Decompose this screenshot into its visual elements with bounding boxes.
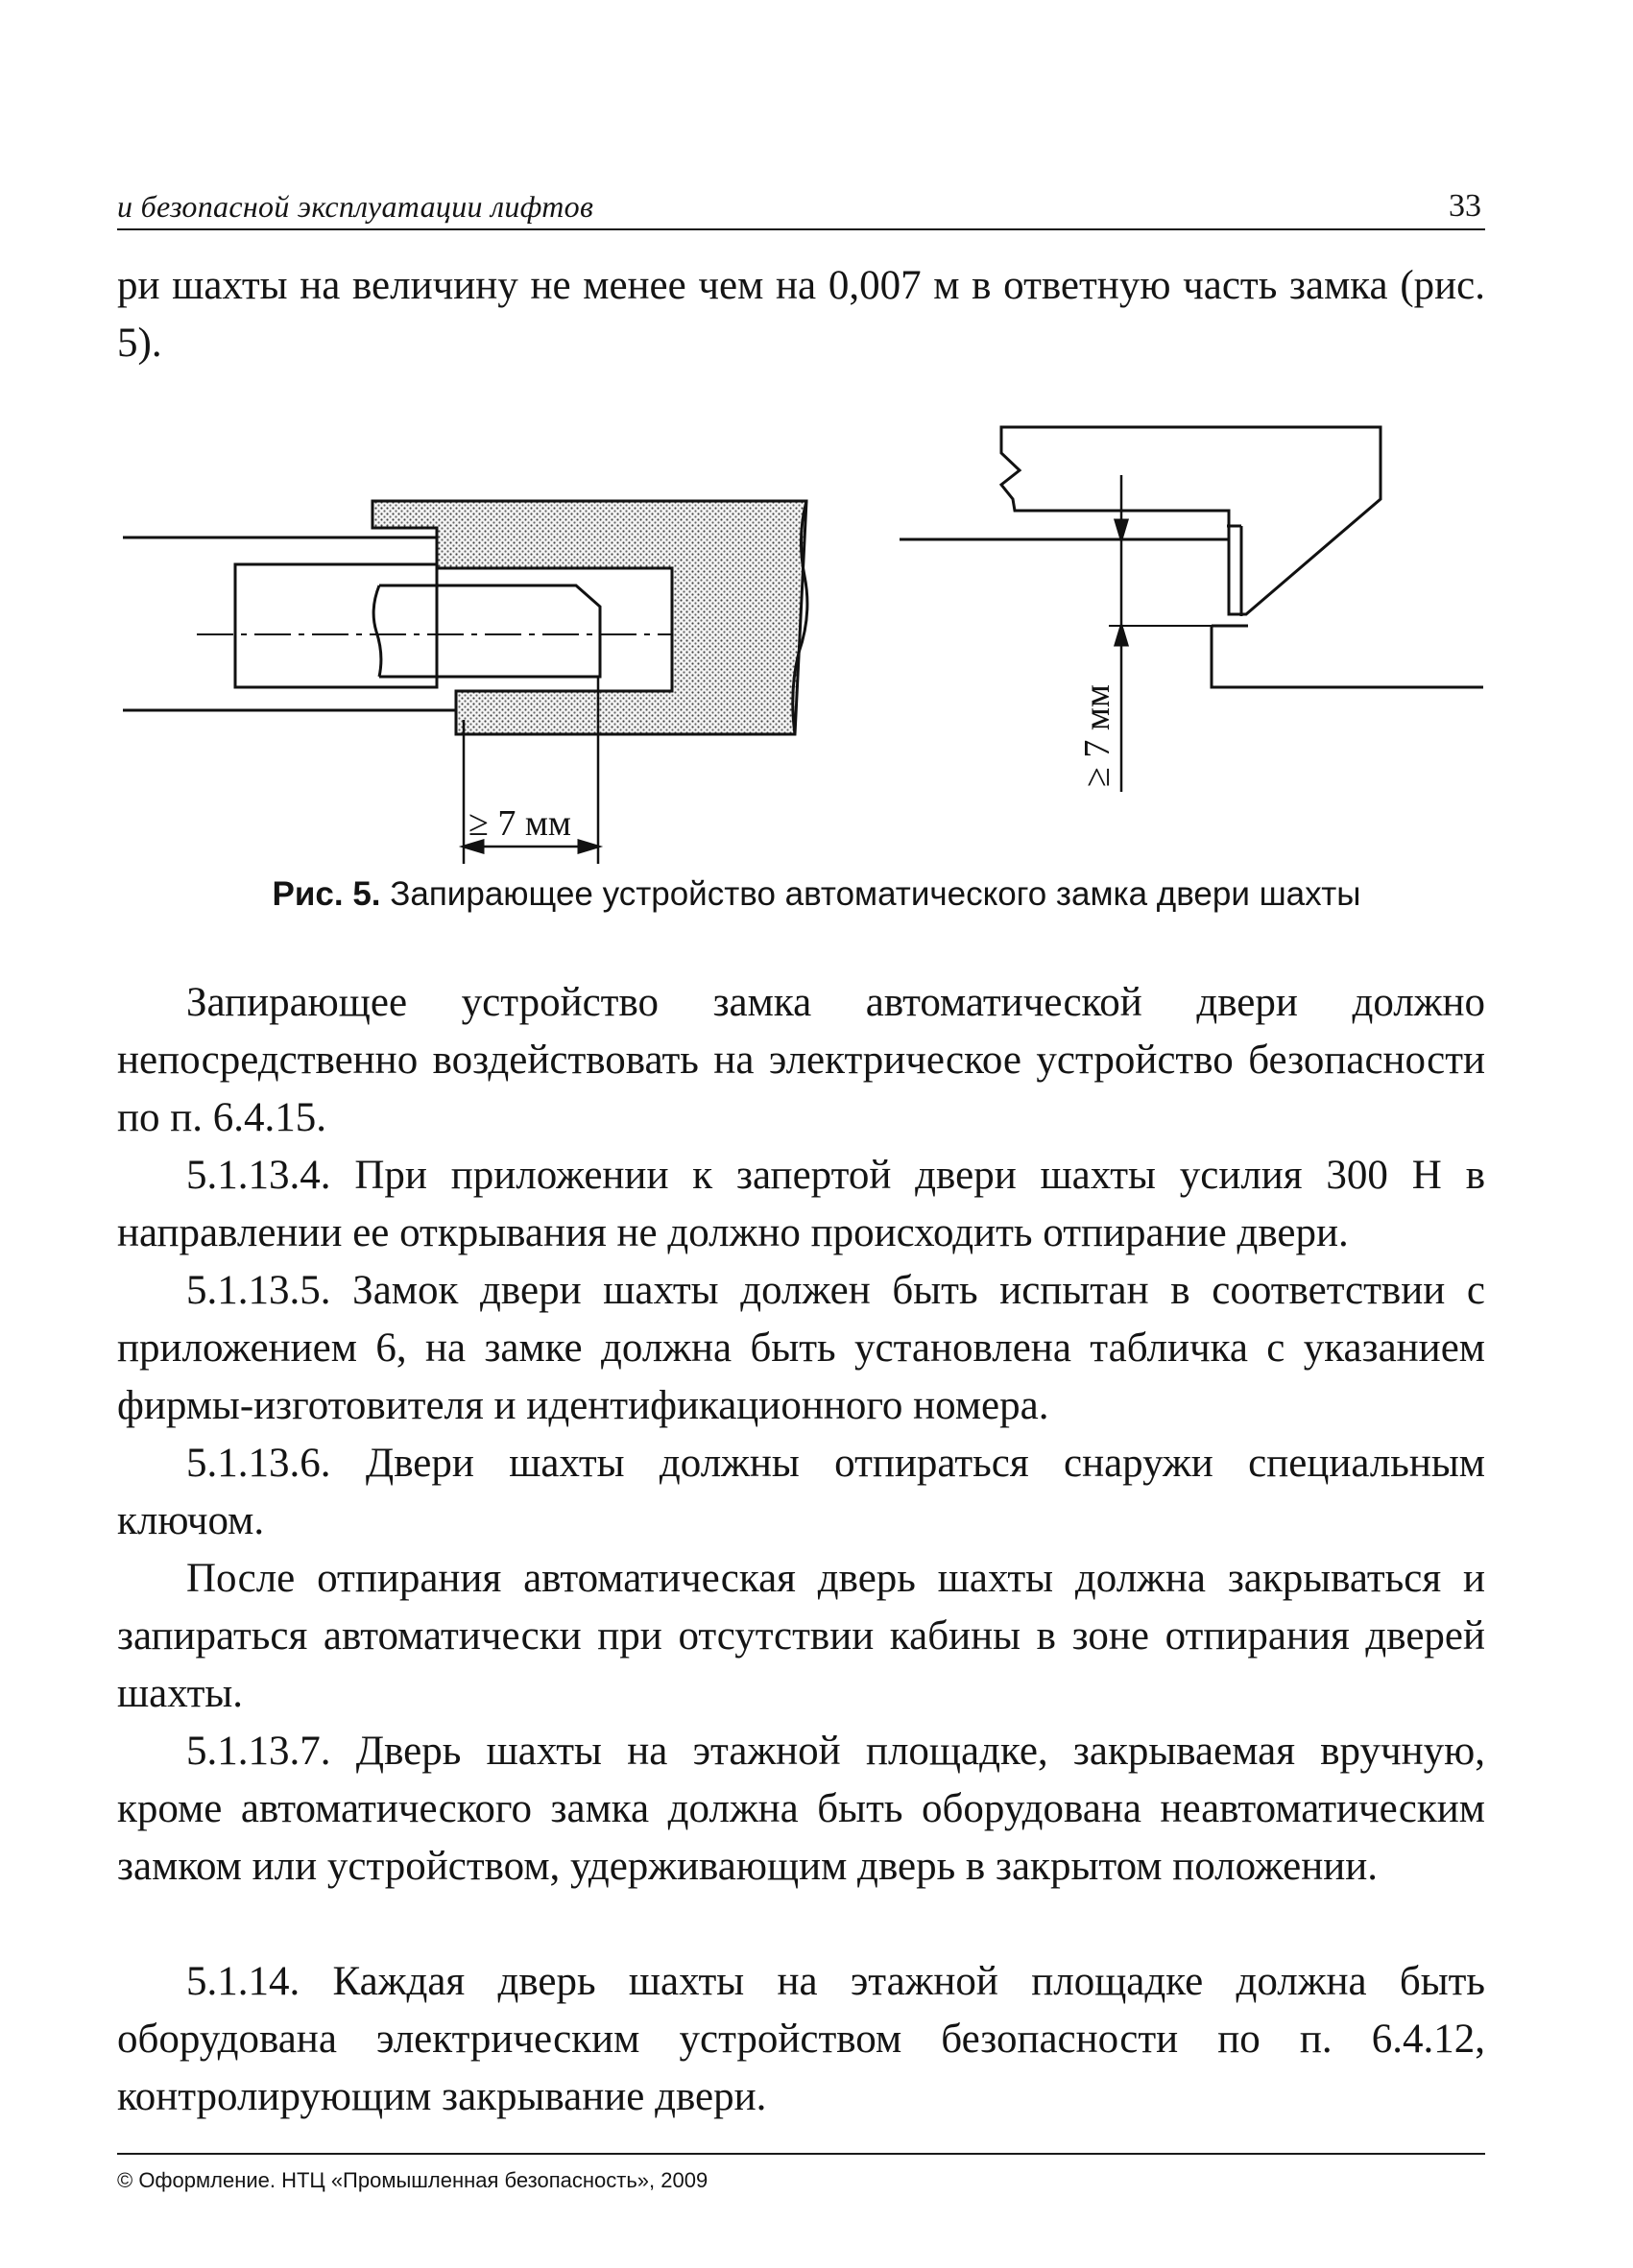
paragraph: 5.1.13.6. Двери шахты должны отпираться снаружи специальным ключом. xyxy=(117,1441,1485,1543)
figure-5 xyxy=(0,403,1633,883)
footer-copyright: © Оформление. НТЦ «Промышленная безопасность», 2009 xyxy=(117,2153,1485,2193)
running-header xyxy=(117,188,1485,230)
right-dimension-label: ≥ 7 мм xyxy=(1077,684,1117,787)
running-title: и безопасной эксплуатации лифтов xyxy=(117,189,594,224)
caption-label: Рис. 5. xyxy=(272,875,381,913)
paragraph: После отпирания автоматическая дверь шахты должна закрываться и запираться автоматически при отсутствии кабины в зоне отпирания дверей шахты. xyxy=(117,1556,1485,1716)
paragraph: 5.1.13.5. Замок двери шахты должен быть испытан в соответствии с приложением 6, на замке должна быть установлена табличка с указанием фирмы-изготовителя и идентификационного номера. xyxy=(117,1268,1485,1428)
paragraph: Запирающее устройство замка автоматической двери должно непосредственно воздействовать на электрическое устройство безопасности по п. 6.4.15. xyxy=(117,980,1485,1140)
figure-caption xyxy=(0,875,1633,914)
left-dimension-label: ≥ 7 мм xyxy=(468,803,571,844)
intro-paragraph: ри шахты на величину не менее чем на 0,007 м в ответную часть замка (рис. 5). xyxy=(117,263,1485,366)
paragraph: 5.1.14. Каждая дверь шахты на этажной площадке должна быть оборудована электрическим устройством безопасности по п. 6.4.12, контролирующим закрывание двери. xyxy=(117,1959,1485,2119)
caption-text: Запирающее устройство автоматического замка двери шахты xyxy=(390,875,1361,913)
lock-diagram xyxy=(0,403,1633,883)
right-view xyxy=(900,427,1483,792)
paragraph: 5.1.13.4. При приложении к запертой двери шахты усилия 300 Н в направлении ее открывания не должно происходить отпирание двери. xyxy=(117,1153,1485,1255)
paragraph: 5.1.13.7. Дверь шахты на этажной площадке, закрываемая вручную, кроме автоматического замка должна быть оборудована неавтоматическим замком или устройством, удерживающим дверь в закрытом положении. xyxy=(117,1729,1485,1889)
page-number: 33 xyxy=(1449,188,1481,224)
left-view xyxy=(123,501,807,864)
